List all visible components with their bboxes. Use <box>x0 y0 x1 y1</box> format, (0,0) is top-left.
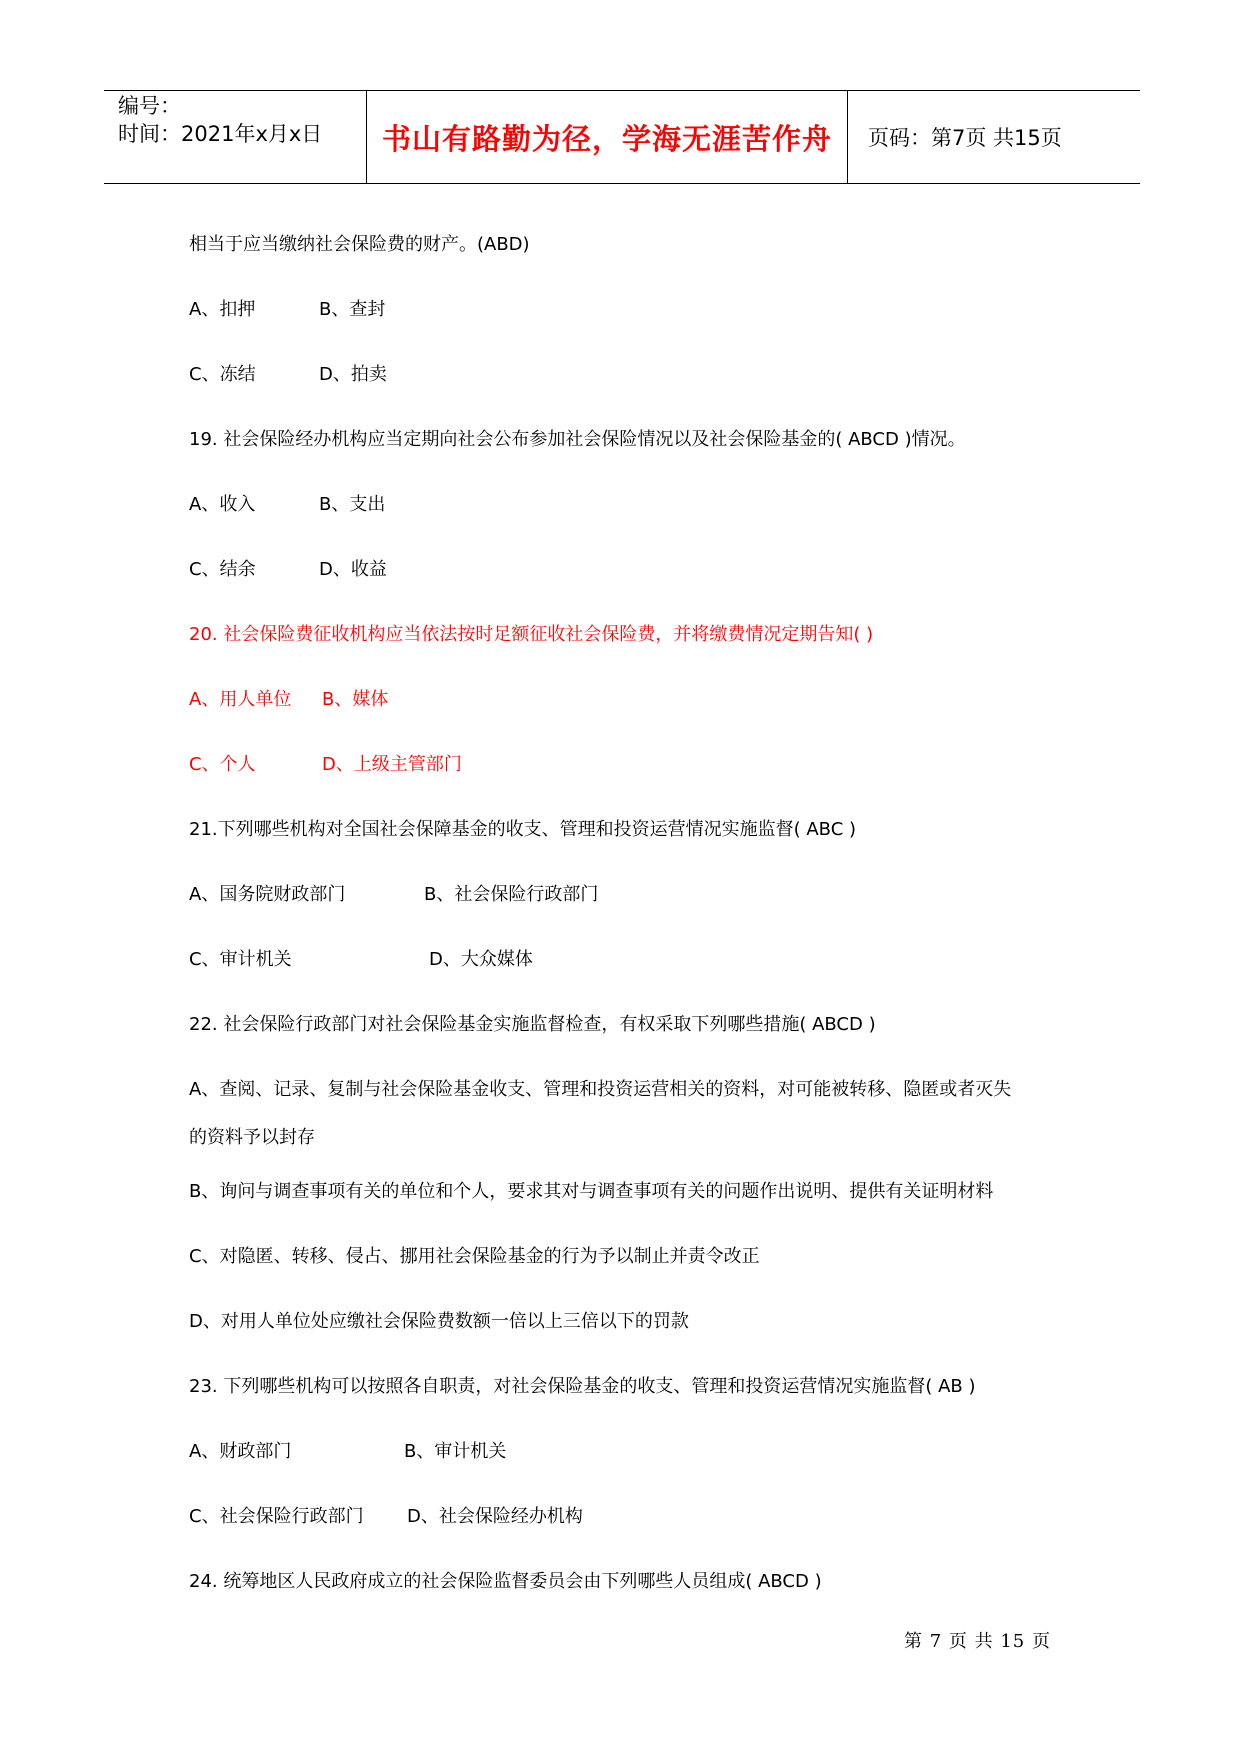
option-a: A、扣押 <box>189 299 256 320</box>
question-20: 20. 社会保险费征收机构应当依法按时足额征收社会保险费，并将缴费情况定期告知( ) <box>189 624 874 645</box>
option-d: D、社会保险经办机构 <box>407 1506 583 1527</box>
header-motto: 书山有路勤为径，学海无涯苦作舟 <box>381 121 832 156</box>
header-left-cell <box>104 91 367 183</box>
option-d: D、上级主管部门 <box>322 754 462 775</box>
question-continuation: 相当于应当缴纳社会保险费的财产。(ABD) <box>189 234 530 255</box>
page-header <box>104 90 1140 184</box>
document-time-label: 时间：2021年x月x日 <box>118 122 323 146</box>
option-d: D、对用人单位处应缴社会保险费数额一倍以上三倍以下的罚款 <box>189 1311 689 1332</box>
option-c: C、冻结 <box>189 364 256 385</box>
page-footer: 第 7 页 共 15 页 <box>904 1631 1051 1652</box>
option-c: C、个人 <box>189 754 256 775</box>
option-d: D、拍卖 <box>319 364 387 385</box>
header-motto-cell <box>367 91 848 183</box>
question-23: 23. 下列哪些机构可以按照各自职责，对社会保险基金的收支、管理和投资运营情况实施监督( AB ) <box>189 1376 976 1397</box>
question-21: 21.下列哪些机构对全国社会保障基金的收支、管理和投资运营情况实施监督( ABC ) <box>189 819 857 840</box>
header-page-info: 页码：第7页 共15页 <box>868 126 1062 150</box>
question-19: 19. 社会保险经办机构应当定期向社会公布参加社会保险情况以及社会保险基金的( ABCD )情况。 <box>189 429 966 450</box>
option-d: D、大众媒体 <box>429 949 533 970</box>
option-a-continuation: 的资料予以封存 <box>189 1127 315 1148</box>
option-b: B、社会保险行政部门 <box>424 884 599 905</box>
option-b: B、查封 <box>319 299 386 320</box>
option-b: B、审计机关 <box>404 1441 507 1462</box>
document-number-label: 编号： <box>118 94 181 118</box>
option-b: B、支出 <box>319 494 386 515</box>
header-page-cell <box>848 91 1140 183</box>
option-c: C、结余 <box>189 559 256 580</box>
option-c: C、社会保险行政部门 <box>189 1506 364 1527</box>
option-a: A、财政部门 <box>189 1441 292 1462</box>
option-a: A、用人单位 <box>189 689 292 710</box>
option-d: D、收益 <box>319 559 387 580</box>
option-a: A、收入 <box>189 494 256 515</box>
option-a: A、查阅、记录、复制与社会保险基金收支、管理和投资运营相关的资料，对可能被转移、隐匿或者灭失 <box>189 1079 1012 1100</box>
option-b: B、媒体 <box>322 689 389 710</box>
option-c: C、对隐匿、转移、侵占、挪用社会保险基金的行为予以制止并责令改正 <box>189 1246 760 1267</box>
option-a: A、国务院财政部门 <box>189 884 346 905</box>
option-b: B、询问与调查事项有关的单位和个人，要求其对与调查事项有关的问题作出说明、提供有关证明材料 <box>189 1181 994 1202</box>
option-c: C、审计机关 <box>189 949 292 970</box>
question-22: 22. 社会保险行政部门对社会保险基金实施监督检查，有权采取下列哪些措施( ABCD ) <box>189 1014 876 1035</box>
question-24: 24. 统筹地区人民政府成立的社会保险监督委员会由下列哪些人员组成( ABCD ) <box>189 1571 822 1592</box>
